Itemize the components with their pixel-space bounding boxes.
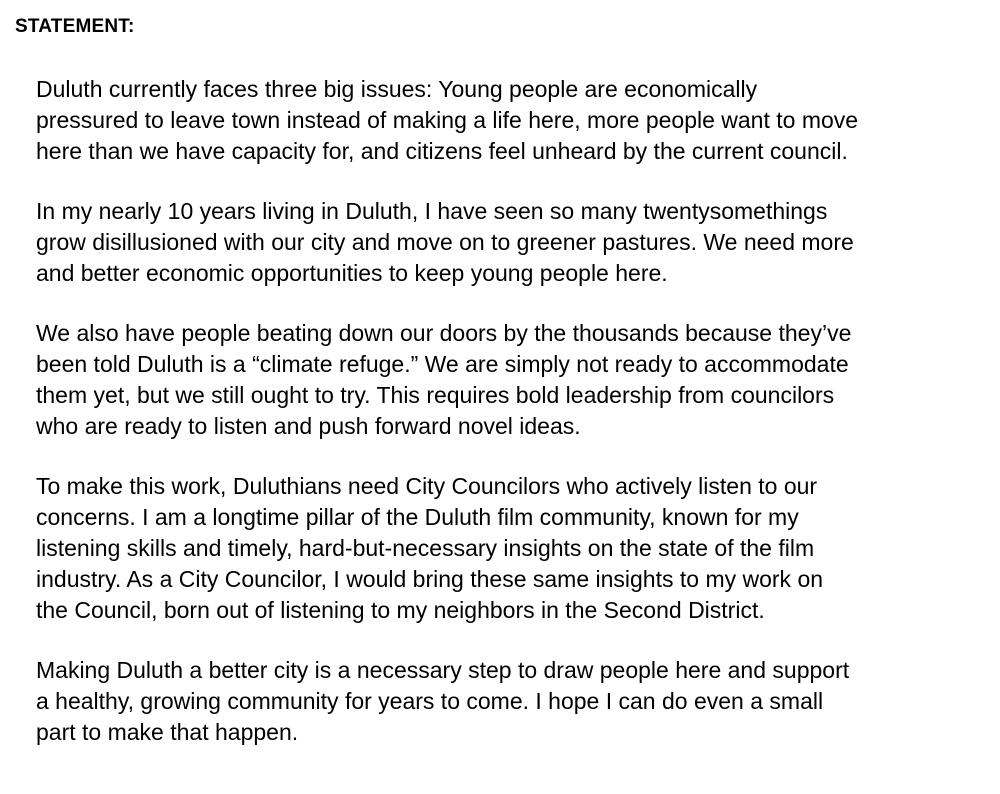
paragraph-line: a healthy, growing community for years to come. I hope I can do even a small — [36, 688, 824, 714]
paragraph-line: been told Duluth is a “climate refuge.” We are simply not ready to accommodate — [36, 351, 849, 377]
paragraph-line: We also have people beating down our doors by the thousands because they’ve — [36, 320, 852, 346]
paragraph-climate-refuge — [36, 318, 986, 442]
statement-body — [36, 74, 986, 777]
paragraph-line: Duluth currently faces three big issues: Young people are economically — [36, 76, 758, 102]
paragraph-line: here than we have capacity for, and citizens feel unheard by the current council. — [36, 138, 848, 164]
paragraph-line: Making Duluth a better city is a necessary step to draw people here and support — [36, 657, 850, 683]
paragraph-issues — [36, 74, 986, 167]
paragraph-line: listening skills and timely, hard-but-necessary insights on the state of the film — [36, 535, 815, 561]
paragraph-line: the Council, born out of listening to my neighbors in the Second District. — [36, 597, 765, 623]
paragraph-line: who are ready to listen and push forward novel ideas. — [36, 413, 581, 439]
paragraph-line: concerns. I am a longtime pillar of the Duluth film community, known for my — [36, 504, 799, 530]
paragraph-line: In my nearly 10 years living in Duluth, I have seen so many twentysomethings — [36, 198, 828, 224]
paragraph-young-people — [36, 196, 986, 289]
paragraph-line: and better economic opportunities to keep young people here. — [36, 260, 668, 286]
paragraph-closing — [36, 655, 986, 748]
paragraph-line: industry. As a City Councilor, I would bring these same insights to my work on — [36, 566, 824, 592]
paragraph-line: part to make that happen. — [36, 719, 299, 745]
statement-heading: STATEMENT: — [15, 16, 135, 37]
paragraph-councilors — [36, 471, 986, 626]
paragraph-line: To make this work, Duluthians need City Councilors who actively listen to our — [36, 473, 818, 499]
paragraph-line: pressured to leave town instead of making a life here, more people want to move — [36, 107, 859, 133]
paragraph-line: them yet, but we still ought to try. This requires bold leadership from councilors — [36, 382, 835, 408]
paragraph-line: grow disillusioned with our city and move on to greener pastures. We need more — [36, 229, 854, 255]
